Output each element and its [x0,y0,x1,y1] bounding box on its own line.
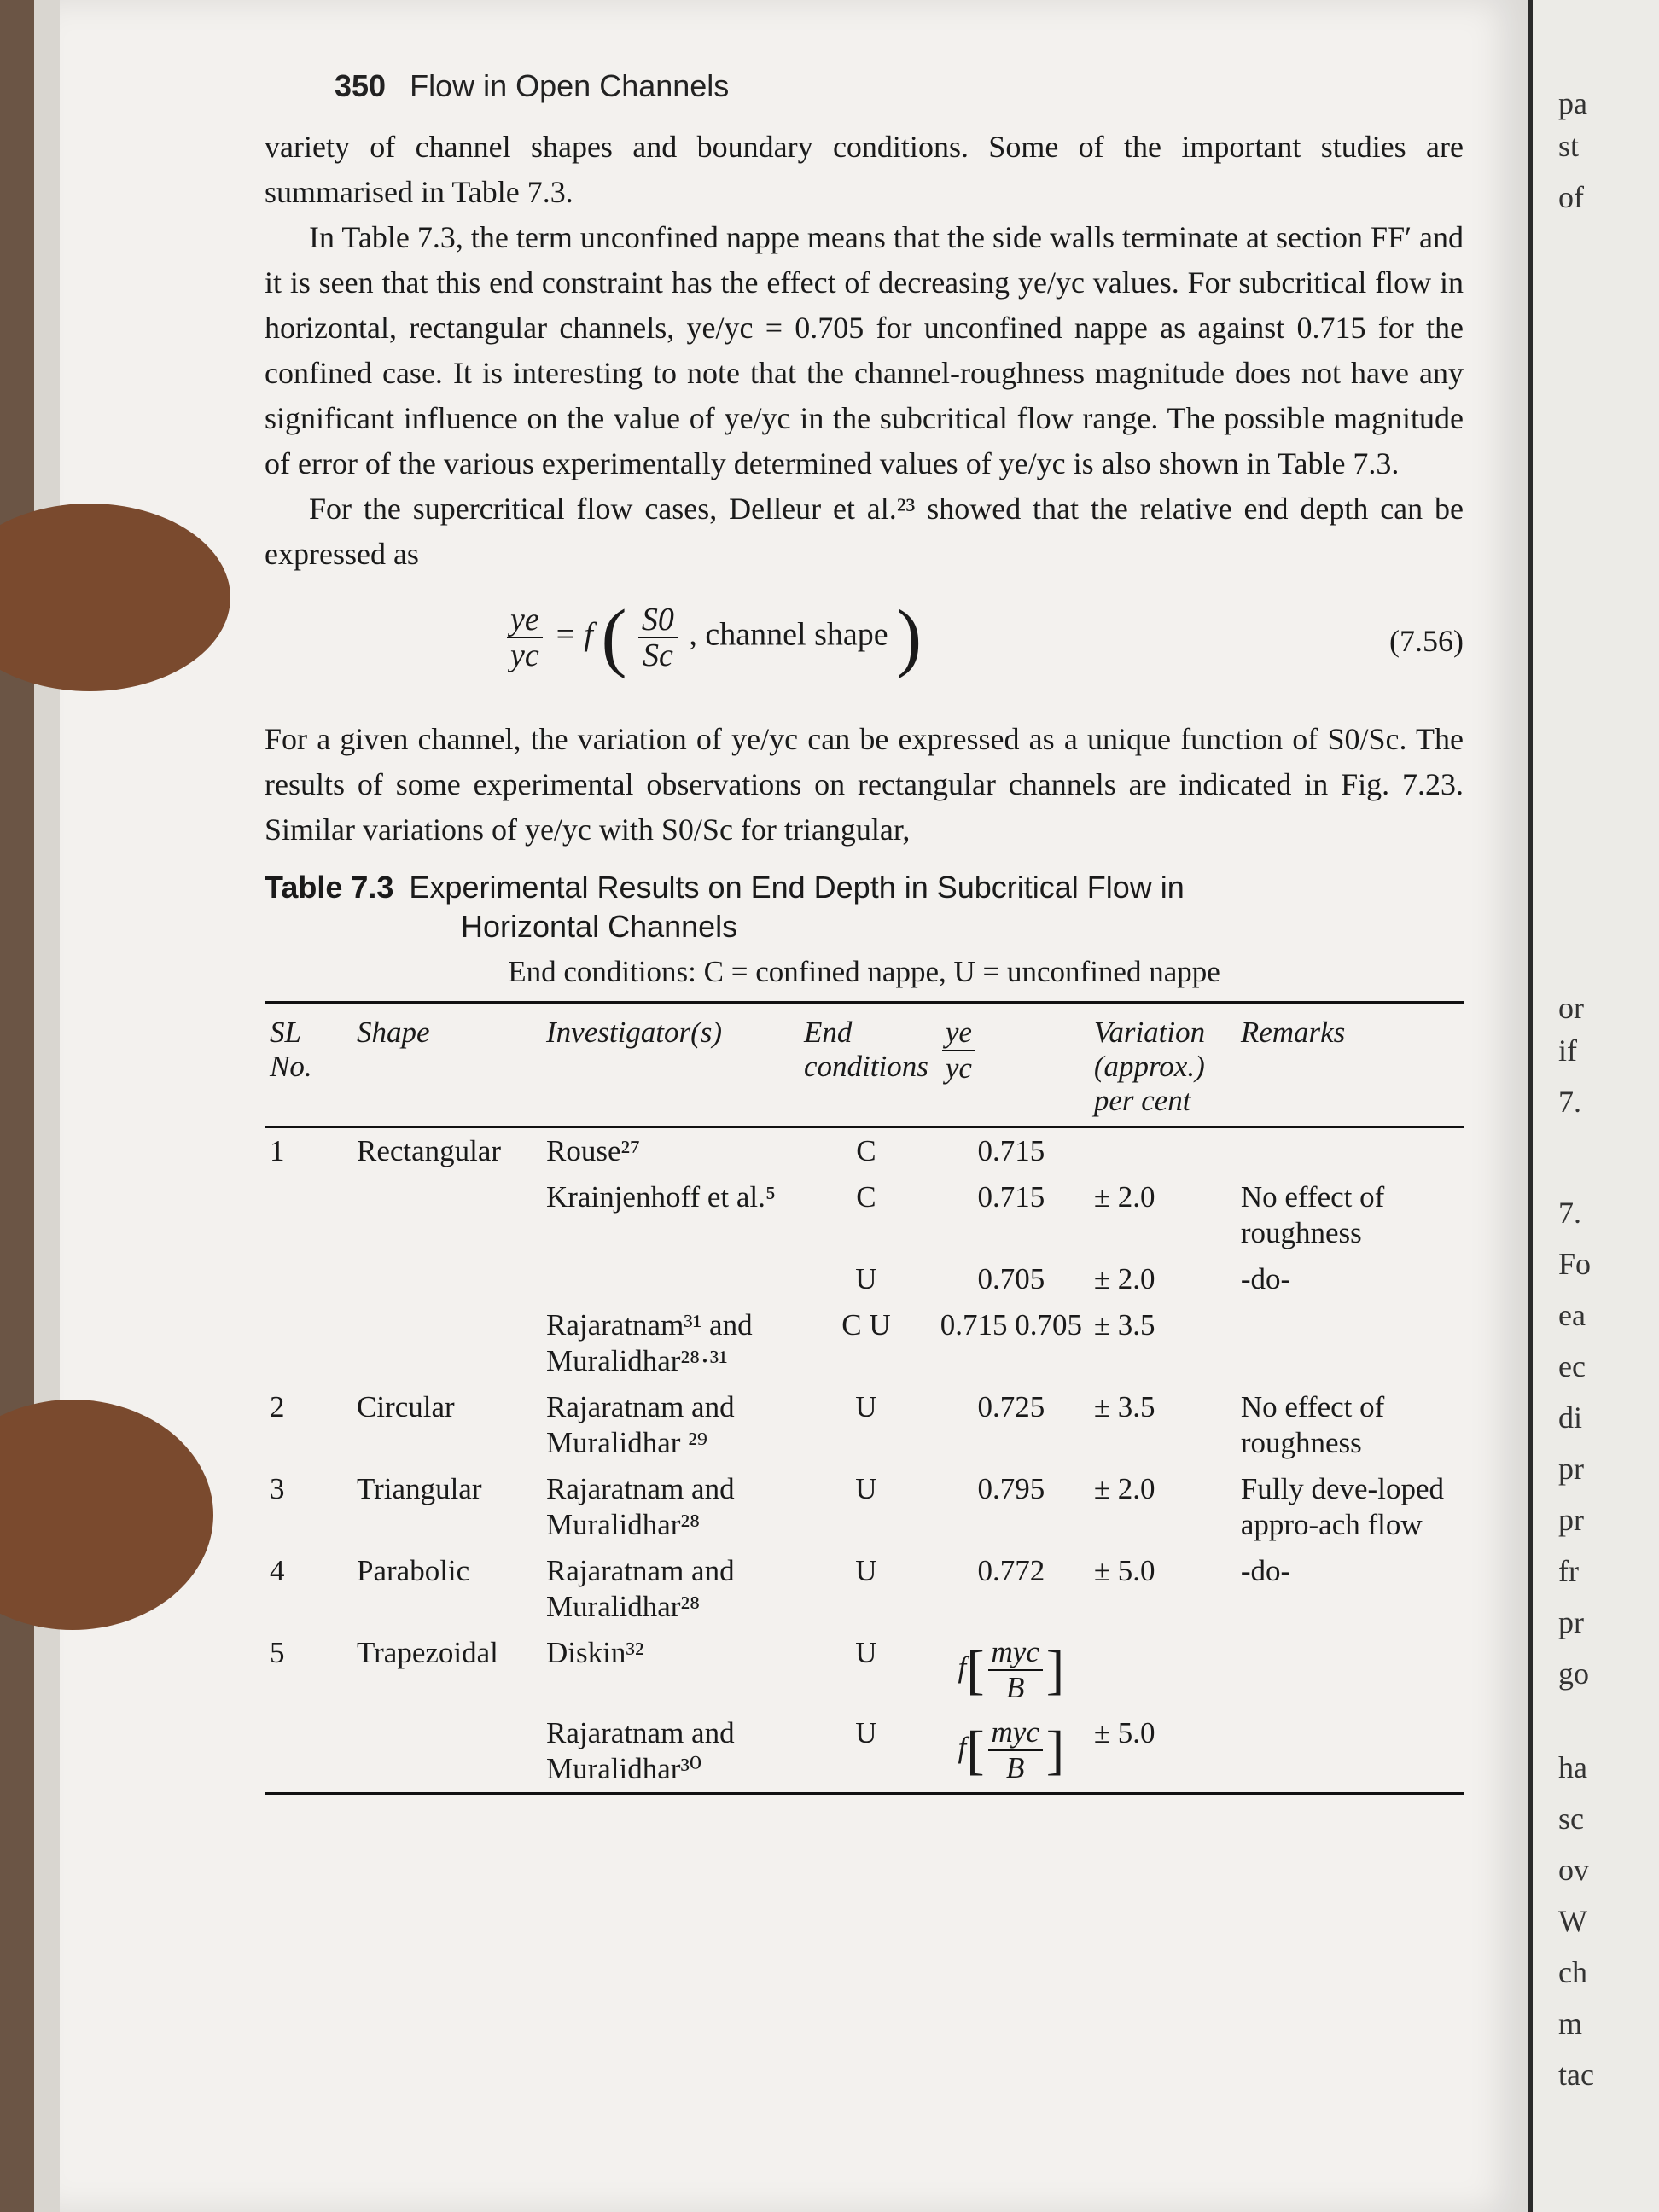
table-caption [265,868,1464,946]
table-number: Table 7.3 [265,870,394,905]
header-investigator: Investigator(s) [546,1016,723,1049]
table-row [265,1466,1464,1548]
cell-inv [541,1256,799,1302]
cell-var [1089,1630,1236,1710]
cell-shape: Parabolic [357,1554,470,1587]
results-table [265,1004,1464,1795]
next-page-fragment: or [1558,991,1584,1025]
cell-inv: Rajaratnam and Muralidhar ²⁹ [546,1390,735,1459]
cell-shape: Circular [357,1390,455,1423]
header-remarks: Remarks [1240,1016,1346,1049]
cell-var: ± 5.0 [1093,1554,1155,1587]
cell-end: U [855,1554,877,1587]
page-number: 350 [335,68,387,103]
cell-inv: Rajaratnam³¹ and Muralidhar²⁸·³¹ [546,1308,753,1377]
cell-inv: Rajaratnam and Muralidhar²⁸ [546,1472,735,1541]
cell-rem: -do- [1240,1554,1291,1587]
cell-shape [352,1256,541,1302]
cell-sl: 5 [270,1636,285,1669]
paragraph-3: For the supercritical flow cases, Delleur et al.²³ showed that the relative end depth can be expressed as [265,492,1464,571]
table-title-line1: Experimental Results on End Depth in Subcritical Flow in [409,870,1185,905]
cell-ratio: 0.715 [977,1180,1045,1214]
cell-end: U [855,1390,877,1423]
cell-rem [1236,1630,1464,1710]
next-page-fragment: pr [1558,1503,1584,1537]
chapter-title: Flow in Open Channels [410,68,730,103]
cell-var: ± 2.0 [1093,1180,1155,1214]
next-page-fragment: di [1558,1400,1583,1435]
next-page-fragment: of [1558,180,1584,214]
cell-end: C [856,1134,876,1167]
next-page-fragment: W [1558,1904,1587,1938]
cell-var: ± 5.0 [1093,1716,1155,1749]
header-sl: SL No. [270,1016,312,1083]
ratio-s0-sc: $\frac{S0}{Sc}$ [638,602,678,672]
cell-sl [265,1256,352,1302]
cell-sl: 4 [270,1554,285,1587]
cell-shape [352,1174,541,1256]
next-page-fragment: pa [1558,86,1587,120]
page-content [265,68,1464,1795]
cell-shape: Rectangular [357,1134,502,1167]
next-page-fragment: tac [1558,2058,1594,2092]
cell-sl: 1 [270,1134,285,1167]
cell-rem [1236,1302,1464,1384]
cell-var: ± 3.5 [1093,1308,1155,1342]
next-page-fragment: st [1558,129,1580,163]
cell-var: ± 2.0 [1093,1472,1155,1505]
right-paren: ) [896,595,923,679]
cell-inv: Rajaratnam and Muralidhar²⁸ [546,1554,735,1623]
paragraph-4: For a given channel, the variation of ye/yc can be expressed as a unique function of S0/Sc. The results of some experimental observations on rectangular channels are indicated in Fig. 7.23. Similar variations of ye/yc with S0/Sc for triangular, [265,722,1464,847]
cell-var: ± 3.5 [1093,1390,1155,1423]
paragraph-1: variety of channel shapes and boundary conditions. Some of the important studies are summarised in Table 7.3. [265,130,1464,209]
table-row [265,1174,1464,1256]
next-page-fragment: ha [1558,1750,1587,1784]
cell-end: C [856,1180,876,1214]
next-page-edge [1528,0,1659,2212]
next-page-fragment: ec [1558,1349,1586,1383]
cell-sl: 2 [270,1390,285,1423]
cell-ratio: f[ $\frac{\text{myc}}{B}$ ] [958,1715,1065,1784]
header-variation: Variation (approx.) per cent [1093,1016,1206,1117]
cell-var: ± 2.0 [1093,1262,1155,1295]
cell-rem: No effect of roughness [1240,1390,1385,1459]
cell-shape [352,1710,541,1794]
channel-shape-text: , channel shape [689,616,888,653]
header-shape: Shape [357,1016,430,1049]
cell-var [1089,1127,1236,1174]
equals-f: = f [554,616,593,653]
cell-sl: 3 [270,1472,285,1505]
cell-rem: Fully deve-loped appro-ach flow [1240,1472,1444,1541]
cell-ratio: 0.795 [977,1472,1045,1505]
next-page-fragment: go [1558,1656,1589,1691]
table-row [265,1256,1464,1302]
next-page-fragment: m [1558,2006,1583,2040]
cell-end: U [855,1472,877,1505]
next-page-fragment: ch [1558,1955,1587,1989]
cell-shape: Triangular [357,1472,482,1505]
table-title-line2: Horizontal Channels [461,909,738,944]
cell-ratio: 0.725 [977,1390,1045,1423]
table-row [265,1548,1464,1630]
table-row [265,1384,1464,1466]
table-row [265,1127,1464,1174]
cell-inv: Rajaratnam and Muralidhar³⁰ [546,1716,735,1785]
cell-ratio: 0.715 0.705 [940,1308,1082,1342]
paragraph-2: In Table 7.3, the term unconfined nappe means that the side walls terminate at section FF′ and it is seen that this end constraint has the effect of decreasing ye/yc values. For subcritical flow in horizontal, rectangular channels, ye/yc = 0.705 for unconfined nappe as against 0.715 for the confined case. It is interesting to note that the channel-roughness magnitude does not have any significant influence on the value of ye/yc in the subcritical flow range. The possible magnitude of error of the various experimentally determined values of ye/yc is also shown in Table 7.3. [265,220,1464,480]
next-page-fragment: pr [1558,1605,1584,1639]
cell-end: C U [841,1308,891,1342]
cell-end: U [855,1262,877,1295]
next-page-fragment: if [1558,1033,1577,1068]
running-head [335,68,1464,104]
next-page-fragment: Fo [1558,1247,1592,1281]
equation-body [504,595,923,679]
next-page-fragment: 7. [1558,1085,1581,1119]
next-page-fragment: sc [1558,1802,1584,1836]
next-page-fragment: pr [1558,1452,1584,1486]
cell-rem: -do- [1240,1262,1291,1295]
cell-shape: Trapezoidal [357,1636,498,1669]
next-page-fragment: fr [1558,1554,1579,1588]
equation-7-56 [265,585,1464,705]
cell-rem: No effect of roughness [1240,1180,1385,1249]
cell-end: U [855,1716,877,1749]
cell-rem [1236,1710,1464,1794]
table-row [265,1302,1464,1384]
cell-inv: Krainjenhoff et al.⁵ [546,1180,777,1214]
header-end-conditions: End conditions [804,1016,928,1083]
cell-shape [352,1302,541,1384]
header-ratio: $\frac{ye}{yc}$ [934,1004,1089,1127]
cell-rem [1236,1127,1464,1174]
next-page-fragment: ea [1558,1298,1586,1332]
equation-number: (7.56) [1389,624,1464,658]
cell-inv: Rouse²⁷ [546,1134,641,1167]
next-page-fragment: ov [1558,1853,1589,1887]
table-header-row [265,1004,1464,1127]
cell-sl [265,1302,352,1384]
left-paren: ( [601,595,627,679]
cell-ratio: 0.715 [977,1134,1045,1167]
ratio-ye-yc: $\frac{ye}{yc}$ [507,602,543,672]
cell-ratio: f[ $\frac{\text{myc}}{B}$ ] [958,1635,1065,1704]
table-row [265,1710,1464,1794]
table-row [265,1630,1464,1710]
cell-inv: Diskin³² [546,1636,644,1669]
cell-sl [265,1710,352,1794]
end-conditions-note: End conditions: C = confined nappe, U = unconfined nappe [508,955,1220,988]
cell-sl [265,1174,352,1256]
cell-end: U [855,1636,877,1669]
next-page-fragment: 7. [1558,1196,1581,1230]
cell-ratio: 0.772 [977,1554,1045,1587]
cell-ratio: 0.705 [977,1262,1045,1295]
